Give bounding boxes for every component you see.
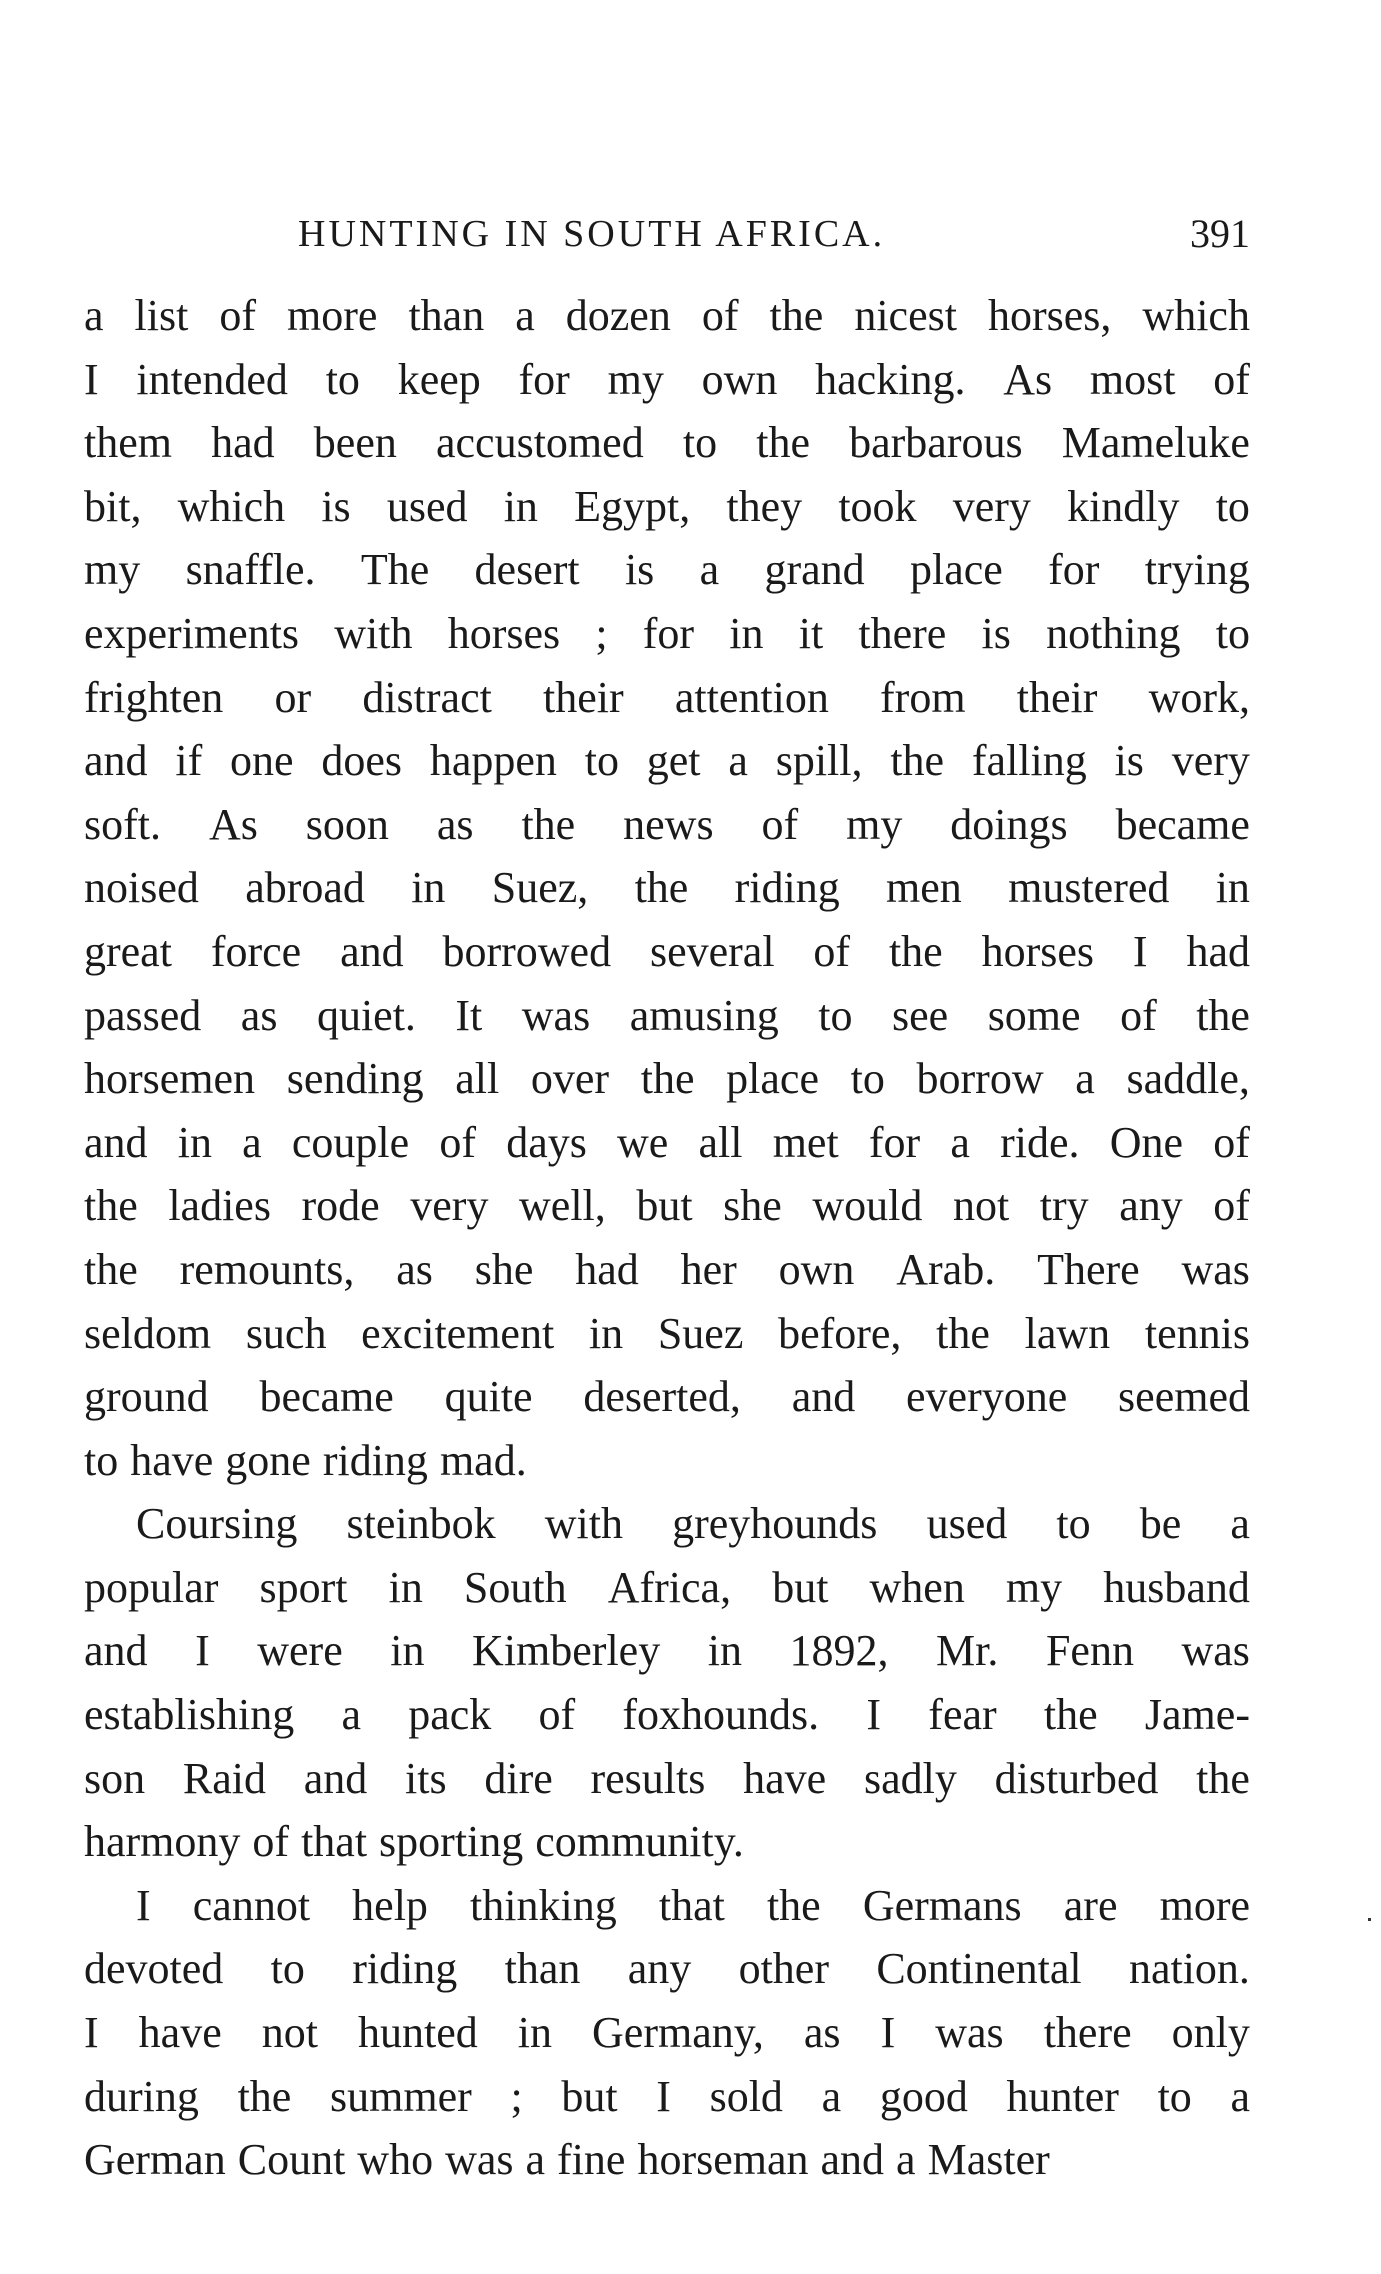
text-line: German Count who was a fine horseman and a Master — [84, 2135, 1050, 2185]
text-line: experiments with horses ; for in it there is nothing to — [84, 608, 1250, 658]
text-line: to have gone riding mad. — [84, 1435, 527, 1485]
text-line: and I were in Kimberley in 1892, Mr. Fenn was — [84, 1626, 1250, 1676]
text-line: bit, which is used in Egypt, they took very kindly to — [84, 481, 1250, 531]
text-line: I cannot help thinking that the Germans are more — [136, 1880, 1250, 1930]
text-line: noised abroad in Suez, the riding men mustered in — [84, 863, 1250, 913]
text-line: Coursing steinbok with greyhounds used to be a — [136, 1499, 1250, 1549]
text-line: and in a couple of days we all met for a ride. One of — [84, 1117, 1250, 1167]
text-line: I have not hunted in Germany, as I was there only — [84, 2008, 1250, 2058]
running-title: HUNTING IN SOUTH AFRICA. — [298, 213, 886, 255]
text-line: them had been accustomed to the barbarous Mameluke — [84, 418, 1250, 468]
text-line: horsemen sending all over the place to borrow a saddle, — [84, 1054, 1250, 1104]
text-line: my snaffle. The desert is a grand place for trying — [84, 545, 1250, 595]
text-line: seldom such excitement in Suez before, the lawn tennis — [84, 1308, 1250, 1358]
text-line: passed as quiet. It was amusing to see some of the — [84, 990, 1250, 1040]
text-line: establishing a pack of foxhounds. I fear the Jame- — [84, 1690, 1250, 1740]
text-line: great force and borrowed several of the horses I had — [84, 926, 1250, 976]
text-line: devoted to riding than any other Continental nation. — [84, 1944, 1250, 1994]
text-line: I intended to keep for my own hacking. As most of — [84, 354, 1250, 404]
running-head — [84, 206, 1250, 262]
margin-mark — [1368, 1918, 1371, 1921]
text-line: during the summer ; but I sold a good hunter to a — [84, 2071, 1250, 2121]
text-line: and if one does happen to get a spill, the falling is very — [84, 736, 1250, 786]
page-number: 391 — [1190, 211, 1250, 256]
text-line: frighten or distract their attention from their work, — [84, 672, 1250, 722]
text-line: son Raid and its dire results have sadly disturbed the — [84, 1753, 1250, 1803]
text-line: soft. As soon as the news of my doings became — [84, 799, 1250, 849]
text-line: a list of more than a dozen of the nicest horses, which — [84, 291, 1250, 340]
text-line: the remounts, as she had her own Arab. There was — [84, 1244, 1250, 1294]
text-line: harmony of that sporting community. — [84, 1817, 744, 1867]
text-line: the ladies rode very well, but she would not try any of — [84, 1181, 1250, 1231]
text-line: popular sport in South Africa, but when my husband — [84, 1562, 1250, 1612]
text-line: ground became quite deserted, and everyone seemed — [84, 1372, 1250, 1422]
body-text — [84, 284, 1250, 2192]
